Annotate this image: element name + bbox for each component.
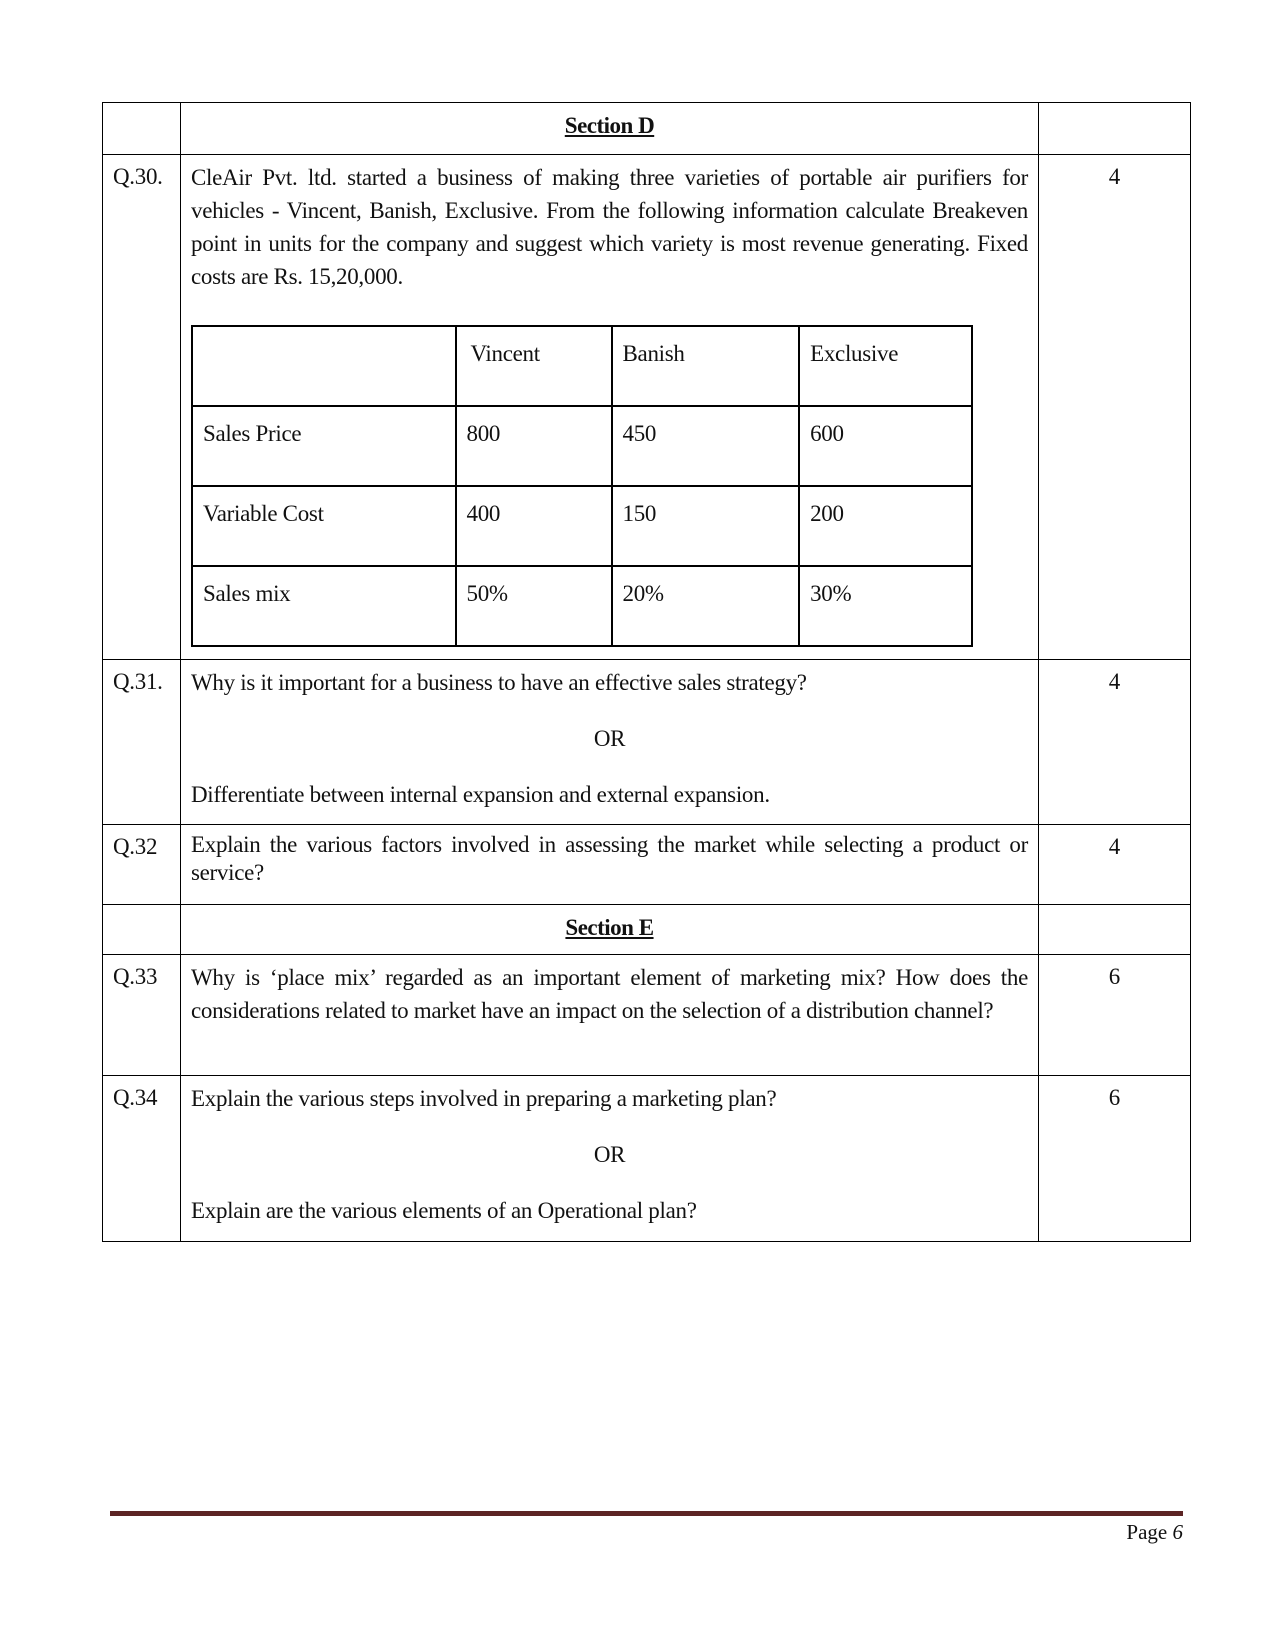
cell: 200 [799,486,972,566]
cell: 50% [456,566,612,646]
question-text-cell [181,1076,1039,1242]
question-row-q34 [103,1076,1191,1242]
question-text: Explain the various factors involved in assessing the market while selecting a product or service? [181,825,1039,905]
row-label: Variable Cost [192,486,456,566]
cell: 450 [612,406,800,486]
section-d-title: Section D [181,103,1039,155]
header-cell: Exclusive [799,326,972,406]
page-label: Page [1126,1520,1168,1544]
cost-data-table [191,325,973,647]
marks: 6 [1039,1076,1191,1242]
question-number: Q.32 [103,825,181,905]
question-text-cell [181,660,1039,825]
question-number: Q.33 [103,955,181,1076]
question-row-q30 [103,155,1191,660]
table-row [192,486,972,566]
question-text-alternative: Explain are the various elements of an Operational plan? [191,1198,697,1223]
empty-cell [103,103,181,155]
table-row [192,406,972,486]
marks: 4 [1039,155,1191,660]
section-e-title: Section E [181,905,1039,955]
header-cell: Vincent [456,326,612,406]
cell: 400 [456,486,612,566]
empty-cell [1039,905,1191,955]
question-text: Why is ‘place mix’ regarded as an important element of marketing mix? How does the considerations related to market have an impact on the selection of a distribution channel? [181,955,1039,1076]
page-number [1126,1520,1183,1545]
question-text: CleAir Pvt. ltd. started a business of making three varieties of portable air purifiers for vehicles - Vincent, Banish, Exclusive. From the following information calculate Breakeven point in units for the company and suggest which variety is most revenue generating. Fixed costs are Rs. 15,20,000. [191,165,1028,289]
header-cell: Banish [612,326,800,406]
question-number: Q.31. [103,660,181,825]
cell: 150 [612,486,800,566]
header-cell [192,326,456,406]
cell: 600 [799,406,972,486]
row-label: Sales Price [192,406,456,486]
cell: 800 [456,406,612,486]
question-row-q31 [103,660,1191,825]
footer-rule [110,1511,1183,1516]
table-header-row [192,326,972,406]
marks: 4 [1039,660,1191,825]
section-d-row [103,103,1191,155]
section-e-row [103,905,1191,955]
empty-cell [1039,103,1191,155]
question-row-q33 [103,955,1191,1076]
question-text-alternative: Differentiate between internal expansion and external expansion. [191,782,770,807]
or-separator: OR [593,1142,626,1167]
cell: 30% [799,566,972,646]
question-text-cell [181,155,1039,660]
question-text: Why is it important for a business to have an effective sales strategy? [191,670,807,695]
row-label: Sales mix [192,566,456,646]
question-row-q32 [103,825,1191,905]
question-text: Explain the various steps involved in preparing a marketing plan? [191,1086,777,1111]
marks: 4 [1039,825,1191,905]
marks: 6 [1039,955,1191,1076]
question-number: Q.34 [103,1076,181,1242]
cell: 20% [612,566,800,646]
empty-cell [103,905,181,955]
table-row [192,566,972,646]
page-number-value: 6 [1172,1520,1183,1544]
question-table [102,102,1191,1242]
or-separator: OR [593,726,626,751]
question-number: Q.30. [103,155,181,660]
